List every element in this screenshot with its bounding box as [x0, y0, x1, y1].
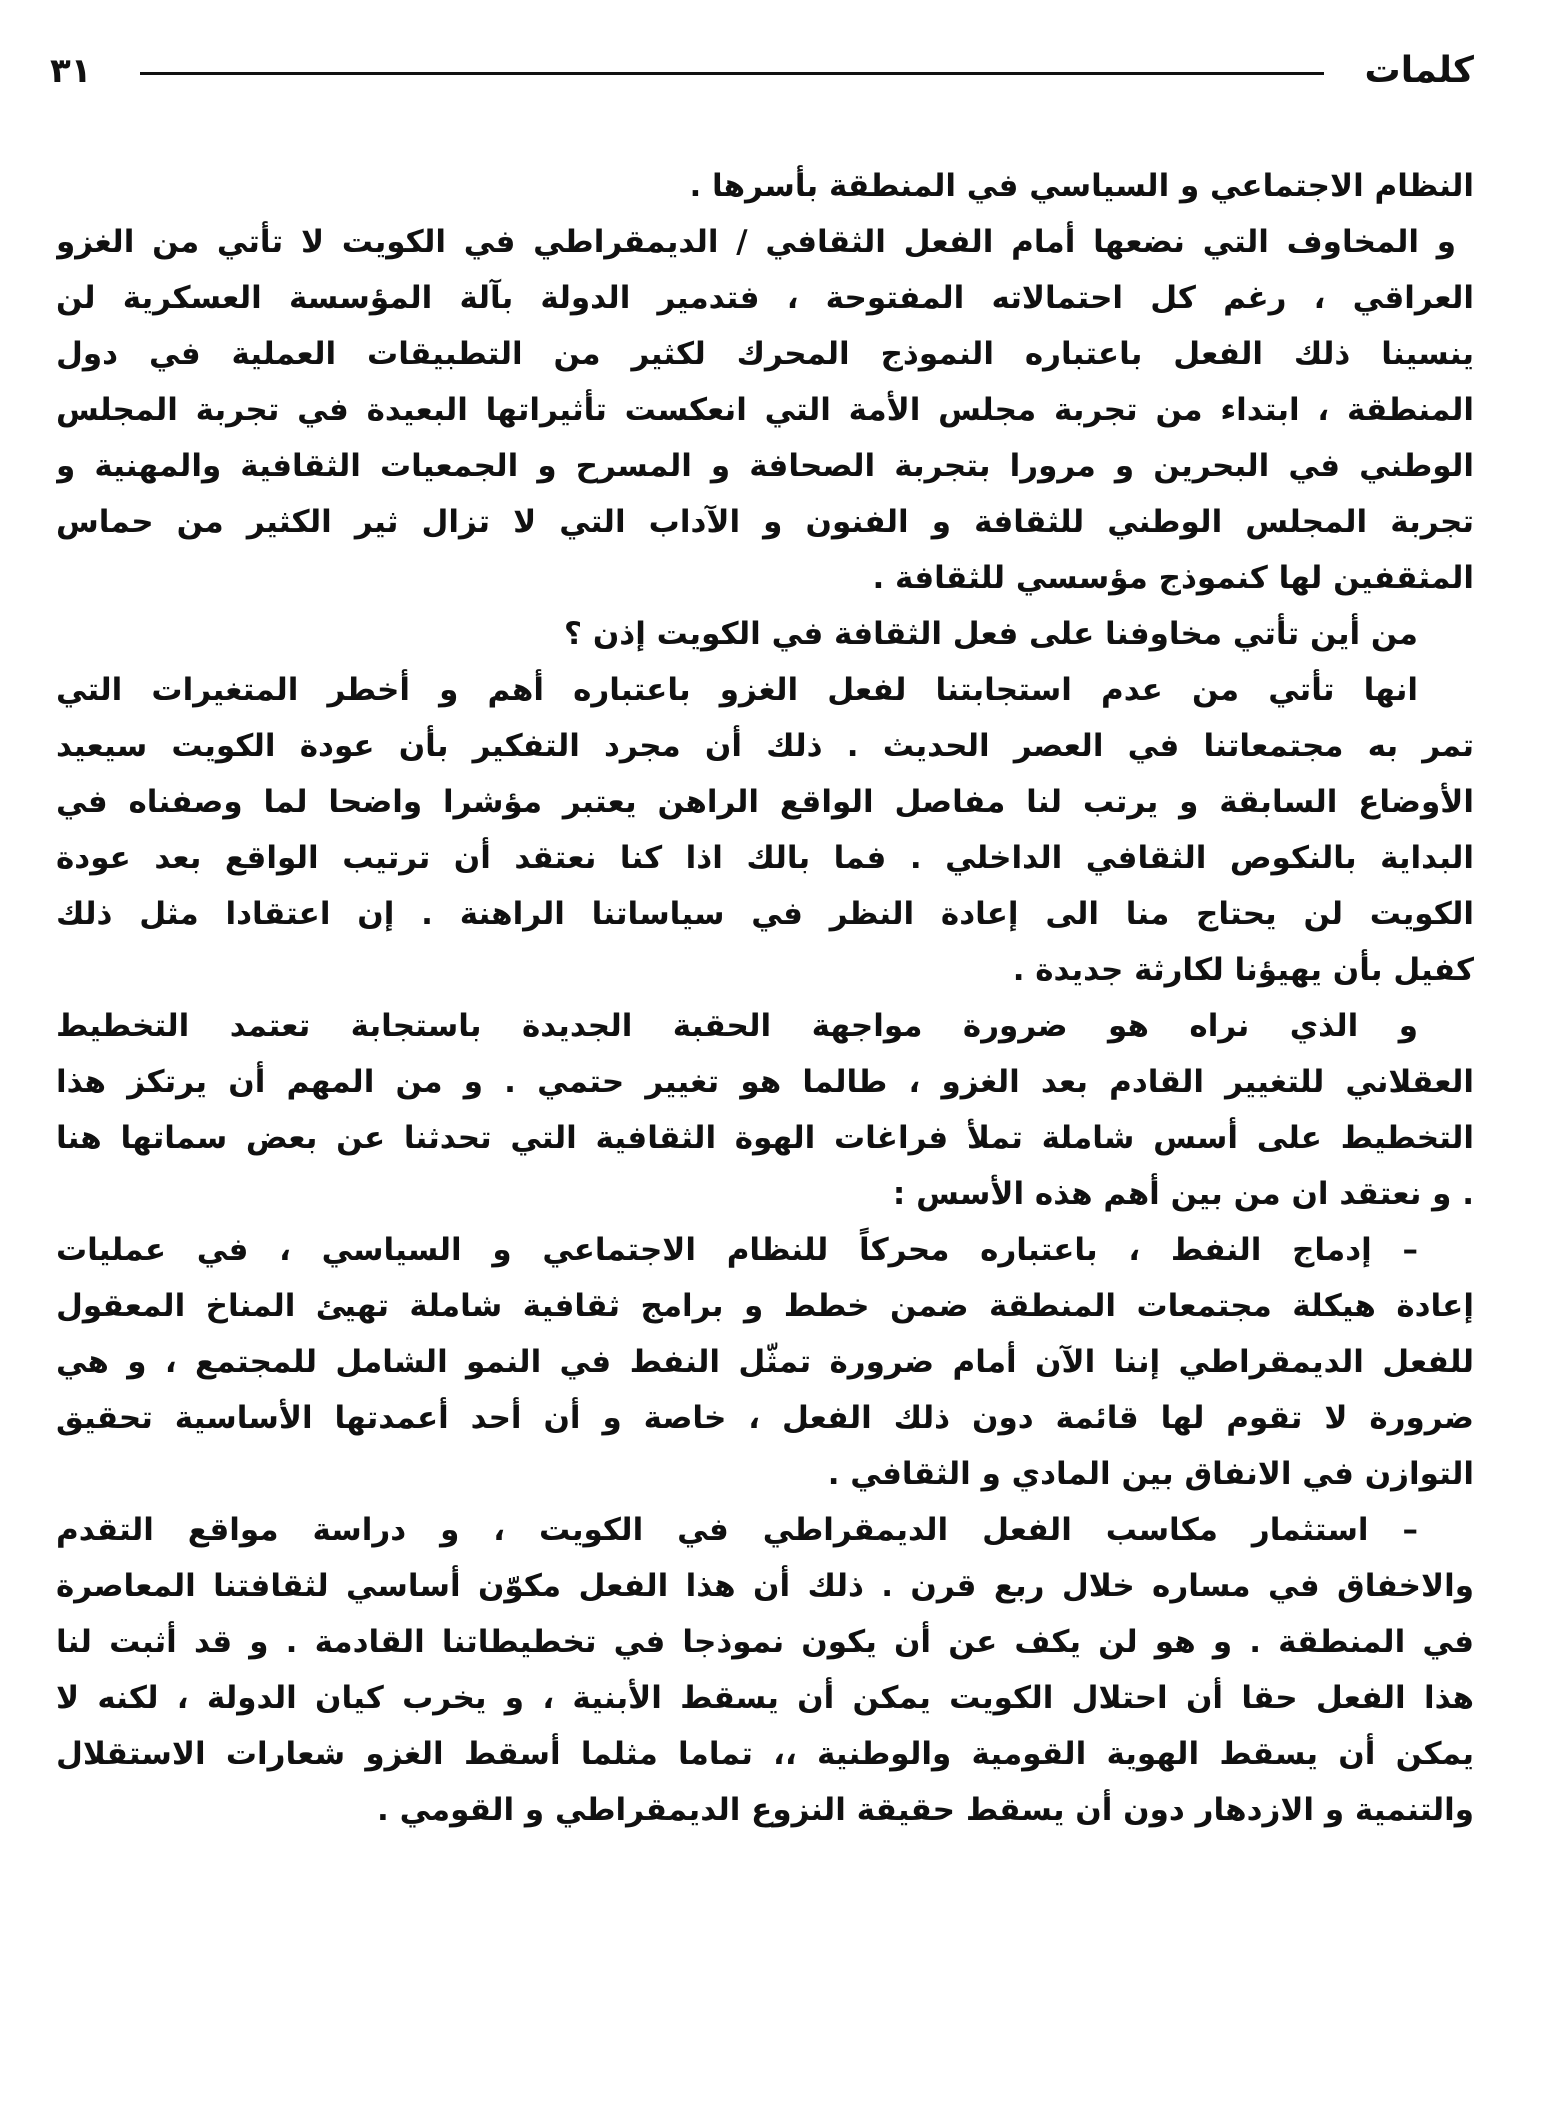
text-line: ضرورة لا تقوم لها قائمة دون ذلك الفعل ، خاصة و أن أحد أعمدتها الأساسية تحقيق: [56, 1400, 1474, 1436]
page-number: ٣١: [50, 51, 92, 91]
text-line: المنطقة ، ابتداء من تجربة مجلس الأمة التي انعكست تأثيراتها البعيدة في تجربة المجلس: [56, 392, 1474, 428]
text-line: للفعل الديمقراطي إننا الآن أمام ضرورة تمثّل النفط في النمو الشامل للمجتمع ، و هي: [56, 1344, 1474, 1380]
text-line: التخطيط على أسس شاملة تملأ فراغات الهوة الثقافية التي تحدثنا عن بعض سماتها هنا: [56, 1120, 1474, 1156]
running-title: كلمات: [1364, 50, 1474, 91]
text-line: والتنمية و الازدهار دون أن يسقط حقيقة النزوع الديمقراطي و القومي .: [377, 1792, 1474, 1828]
text-line: والاخفاق في مساره خلال ربع قرن . ذلك أن هذا الفعل مكوّن أساسي لثقافتنا المعاصرة: [56, 1568, 1474, 1604]
text-line: النظام الاجتماعي و السياسي في المنطقة بأسرها .: [689, 168, 1474, 204]
text-line: تمر به مجتمعاتنا في العصر الحديث . ذلك أن مجرد التفكير بأن عودة الكويت سيعيد: [56, 728, 1474, 764]
header-rule: [140, 72, 1324, 75]
text-line: العراقي ، رغم كل احتمالاته المفتوحة ، فتدمير الدولة بآلة المؤسسة العسكرية لن: [56, 280, 1474, 316]
text-line: ينسينا ذلك الفعل باعتباره النموذج المحرك لكثير من التطبيقات العملية في دول: [56, 336, 1474, 372]
text-line: كفيل بأن يهيؤنا لكارثة جديدة .: [1012, 952, 1474, 988]
text-line: العقلاني للتغيير القادم بعد الغزو ، طالما هو تغيير حتمي . و من المهم أن يرتكز هذا: [56, 1064, 1474, 1100]
text-line: المثقفين لها كنموذج مؤسسي للثقافة .: [872, 560, 1474, 596]
text-line: – إدماج النفط ، باعتباره محركاً للنظام الاجتماعي و السياسي ، في عمليات: [56, 1232, 1418, 1268]
text-line: و الذي نراه هو ضرورة مواجهة الحقبة الجديدة باستجابة تعتمد التخطيط: [56, 1008, 1418, 1044]
text-line: هذا الفعل حقا أن احتلال الكويت يمكن أن يسقط الأبنية ، و يخرب كيان الدولة ، لكنه لا: [56, 1680, 1474, 1716]
page-header: [50, 46, 1474, 96]
text-line: إعادة هيكلة مجتمعات المنطقة ضمن خطط و برامج ثقافية شاملة تهيئ المناخ المعقول: [56, 1288, 1474, 1324]
text-line: تجربة المجلس الوطني للثقافة و الفنون و الآداب التي لا تزال ثير الكثير من حماس: [56, 504, 1474, 540]
text-line: الكويت لن يحتاج منا الى إعادة النظر في سياساتنا الراهنة . إن اعتقادا مثل ذلك: [56, 896, 1474, 932]
text-line: انها تأتي من عدم استجابتنا لفعل الغزو باعتباره أهم و أخطر المتغيرات التي: [56, 672, 1418, 708]
text-line: – استثمار مكاسب الفعل الديمقراطي في الكويت ، و دراسة مواقع التقدم: [56, 1512, 1418, 1548]
body-text: [56, 158, 1474, 1838]
text-line: البداية بالنكوص الثقافي الداخلي . فما بالك اذا كنا نعتقد أن ترتيب الواقع بعد عودة: [56, 840, 1474, 876]
text-line: يمكن أن يسقط الهوية القومية والوطنية ،، تماما مثلما أسقط الغزو شعارات الاستقلال: [56, 1736, 1474, 1772]
text-line: الأوضاع السابقة و يرتب لنا مفاصل الواقع الراهن يعتبر مؤشرا واضحا لما وصفناه في: [56, 784, 1474, 820]
text-line: في المنطقة . و هو لن يكف عن أن يكون نموذجا في تخطيطاتنا القادمة . و قد أثبت لنا: [56, 1624, 1474, 1660]
text-line: التوازن في الانفاق بين المادي و الثقافي .: [827, 1456, 1474, 1492]
text-line: من أين تأتي مخاوفنا على فعل الثقافة في الكويت إذن ؟: [564, 616, 1418, 652]
text-line: . و نعتقد ان من بين أهم هذه الأسس :: [892, 1176, 1474, 1212]
text-line: و المخاوف التي نضعها أمام الفعل الثقافي / الديمقراطي في الكويت لا تأتي من الغزو: [56, 224, 1456, 260]
text-line: الوطني في البحرين و مرورا بتجربة الصحافة و المسرح و الجمعيات الثقافية والمهنية و: [56, 448, 1474, 484]
